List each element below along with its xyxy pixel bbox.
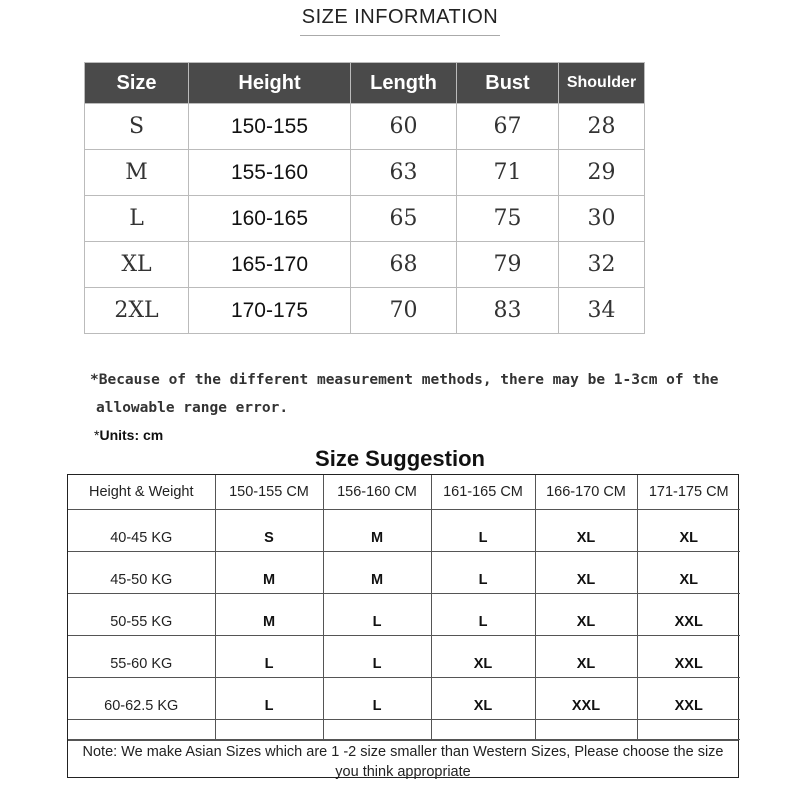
cell-height: 165-170 xyxy=(189,242,351,288)
cell-weight: 60-62.5 KG xyxy=(68,678,215,720)
table-row xyxy=(68,594,740,636)
header-height-range: 156-160 CM xyxy=(323,475,431,510)
cell-suggested-size: L xyxy=(215,636,323,678)
cell-suggested-size: XL xyxy=(637,552,740,594)
units-note xyxy=(94,427,163,443)
size-suggestion-box xyxy=(67,474,739,778)
header-bust: Bust xyxy=(457,63,559,104)
blank-row xyxy=(68,720,740,740)
cell-suggested-size: XXL xyxy=(637,594,740,636)
cell-suggested-size: L xyxy=(431,552,535,594)
cell-shoulder: 30 xyxy=(559,196,645,242)
cell-shoulder: 34 xyxy=(559,288,645,334)
header-length: Length xyxy=(351,63,457,104)
cell-height: 155-160 xyxy=(189,150,351,196)
cell-size: XL xyxy=(85,242,189,288)
cell-suggested-size: XXL xyxy=(637,636,740,678)
cell-suggested-size: XL xyxy=(431,678,535,720)
size-suggestion-table xyxy=(68,475,740,740)
cell-weight: 55-60 KG xyxy=(68,636,215,678)
cell-suggested-size: XL xyxy=(535,510,637,552)
header-height-weight: Height & Weight xyxy=(68,475,215,510)
blank-cell xyxy=(431,720,535,740)
units-prefix: * xyxy=(94,427,100,443)
cell-height: 160-165 xyxy=(189,196,351,242)
table-row xyxy=(68,678,740,720)
table-row xyxy=(68,552,740,594)
measurement-note-line2: allowable range error. xyxy=(96,400,289,416)
cell-suggested-size: XL xyxy=(535,636,637,678)
table-row xyxy=(85,150,645,196)
measurement-note-line1: *Because of the different measurement methods, there may be 1-3cm of the xyxy=(90,372,719,388)
cell-suggested-size: M xyxy=(215,552,323,594)
cell-length: 65 xyxy=(351,196,457,242)
cell-size: M xyxy=(85,150,189,196)
cell-bust: 67 xyxy=(457,104,559,150)
cell-suggested-size: L xyxy=(323,594,431,636)
cell-suggested-size: M xyxy=(215,594,323,636)
cell-suggested-size: S xyxy=(215,510,323,552)
header-height-range: 161-165 CM xyxy=(431,475,535,510)
cell-shoulder: 32 xyxy=(559,242,645,288)
cell-weight: 50-55 KG xyxy=(68,594,215,636)
cell-suggested-size: XL xyxy=(431,636,535,678)
cell-weight: 40-45 KG xyxy=(68,510,215,552)
table-row xyxy=(85,242,645,288)
cell-suggested-size: XXL xyxy=(535,678,637,720)
asian-size-note: Note: We make Asian Sizes which are 1 -2 size smaller than Western Sizes, Please choose the size you think appropriate xyxy=(68,740,738,782)
cell-suggested-size: L xyxy=(431,510,535,552)
size-info-header-row xyxy=(85,63,645,104)
measurement-note xyxy=(90,366,770,422)
suggestion-header-row xyxy=(68,475,740,510)
blank-cell xyxy=(637,720,740,740)
cell-size: L xyxy=(85,196,189,242)
cell-length: 70 xyxy=(351,288,457,334)
cell-suggested-size: M xyxy=(323,510,431,552)
header-height-range: 150-155 CM xyxy=(215,475,323,510)
header-size: Size xyxy=(85,63,189,104)
cell-suggested-size: L xyxy=(431,594,535,636)
cell-shoulder: 29 xyxy=(559,150,645,196)
cell-size: 2XL xyxy=(85,288,189,334)
cell-size: S xyxy=(85,104,189,150)
cell-suggested-size: XL xyxy=(535,594,637,636)
header-height-range: 171-175 CM xyxy=(637,475,740,510)
cell-bust: 79 xyxy=(457,242,559,288)
cell-suggested-size: XL xyxy=(535,552,637,594)
cell-suggested-size: L xyxy=(323,678,431,720)
blank-cell xyxy=(535,720,637,740)
table-row xyxy=(85,104,645,150)
cell-suggested-size: L xyxy=(215,678,323,720)
cell-suggested-size: XXL xyxy=(637,678,740,720)
cell-height: 170-175 xyxy=(189,288,351,334)
cell-suggested-size: XL xyxy=(637,510,740,552)
header-shoulder: Shoulder xyxy=(559,63,645,104)
table-row xyxy=(85,288,645,334)
header-height: Height xyxy=(189,63,351,104)
cell-shoulder: 28 xyxy=(559,104,645,150)
cell-height: 150-155 xyxy=(189,104,351,150)
cell-length: 68 xyxy=(351,242,457,288)
cell-length: 60 xyxy=(351,104,457,150)
blank-cell xyxy=(68,720,215,740)
page-title: SIZE INFORMATION xyxy=(300,6,501,36)
size-info-table xyxy=(84,62,645,334)
table-row xyxy=(68,636,740,678)
cell-weight: 45-50 KG xyxy=(68,552,215,594)
title-wrap xyxy=(0,6,800,36)
table-row xyxy=(68,510,740,552)
blank-cell xyxy=(215,720,323,740)
cell-suggested-size: M xyxy=(323,552,431,594)
header-height-range: 166-170 CM xyxy=(535,475,637,510)
blank-cell xyxy=(323,720,431,740)
units-text: Units: cm xyxy=(99,427,164,443)
cell-length: 63 xyxy=(351,150,457,196)
cell-suggested-size: L xyxy=(323,636,431,678)
size-suggestion-title: Size Suggestion xyxy=(315,446,485,471)
table-row xyxy=(85,196,645,242)
cell-bust: 75 xyxy=(457,196,559,242)
cell-bust: 83 xyxy=(457,288,559,334)
cell-bust: 71 xyxy=(457,150,559,196)
